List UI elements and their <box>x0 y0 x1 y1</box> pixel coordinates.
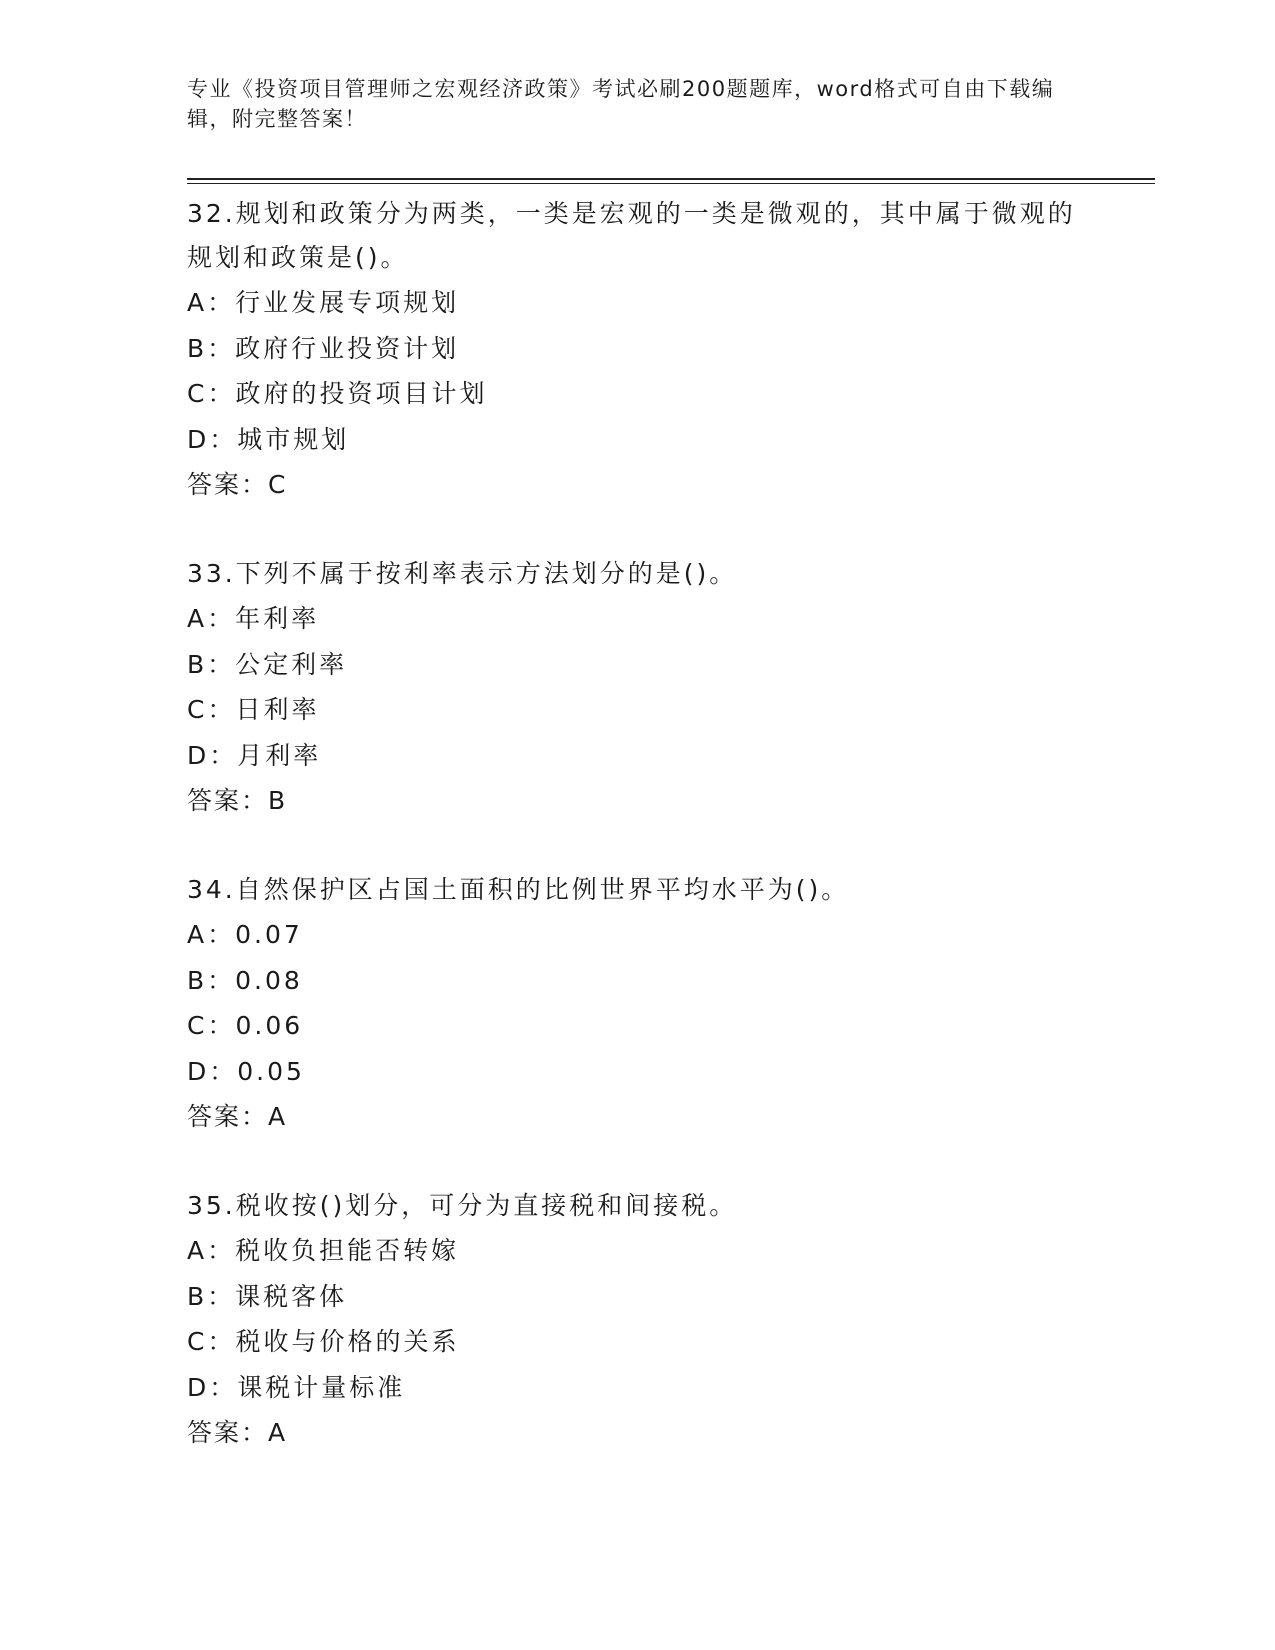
answer-label: 答案： <box>187 470 269 499</box>
option-key: A： <box>187 1236 236 1265</box>
option-a <box>187 280 1087 326</box>
question-stem: 32.规划和政策分为两类，一类是宏观的一类是微观的，其中属于微观的规划和政策是()。 <box>187 199 1076 272</box>
option-text: 0.06 <box>235 1011 304 1040</box>
option-b <box>187 642 1087 688</box>
option-b <box>187 326 1087 372</box>
option-c <box>187 687 1087 733</box>
option-d <box>187 1365 1087 1411</box>
header-rule-thick <box>187 178 1155 180</box>
option-text: 0.08 <box>235 965 303 995</box>
answer-value: C <box>268 470 288 499</box>
option-d <box>187 417 1087 463</box>
option-text: 政府的投资项目计划 <box>235 379 488 408</box>
option-key: D： <box>187 1056 238 1086</box>
answer-label: 答案： <box>187 1102 269 1131</box>
question-35 <box>187 1184 1087 1456</box>
option-text: 课税计量标准 <box>237 1372 406 1402</box>
option-text: 行业发展专项规划 <box>235 288 460 317</box>
answer-label: 答案： <box>187 786 269 815</box>
document-header: 专业《投资项目管理师之宏观经济政策》考试必刷200题题库，word格式可自由下载编辑，附完整答案！ <box>187 77 1055 131</box>
question-33 <box>187 552 1087 824</box>
option-text: 0.05 <box>237 1056 305 1086</box>
option-key: A： <box>187 288 236 317</box>
option-key: C： <box>187 1011 236 1040</box>
option-key: D： <box>187 740 238 770</box>
option-key: A： <box>187 920 236 949</box>
option-b <box>187 958 1087 1004</box>
question-stem: 33.下列不属于按利率表示方法划分的是()。 <box>187 559 738 588</box>
option-d <box>187 1049 1087 1095</box>
option-a <box>187 596 1087 642</box>
answer-line <box>187 1410 1087 1456</box>
option-text: 税收负担能否转嫁 <box>235 1236 460 1265</box>
option-c <box>187 371 1087 417</box>
option-text: 公定利率 <box>235 649 348 679</box>
option-key: C： <box>187 1327 236 1356</box>
option-text: 日利率 <box>235 695 320 724</box>
option-c <box>187 1319 1087 1365</box>
answer-line <box>187 1094 1087 1140</box>
option-text: 城市规划 <box>237 424 350 454</box>
option-key: A： <box>187 604 236 633</box>
answer-line <box>187 778 1087 824</box>
option-key: C： <box>187 379 236 408</box>
question-list <box>187 192 1087 1500</box>
question-stem: 34.自然保护区占国土面积的比例世界平均水平为()。 <box>187 875 850 904</box>
option-key: B： <box>187 649 236 679</box>
option-c <box>187 1003 1087 1049</box>
answer-value: A <box>268 1102 288 1131</box>
option-key: D： <box>187 424 238 454</box>
option-text: 0.07 <box>235 920 303 949</box>
header-rule-thin <box>187 183 1155 184</box>
answer-label: 答案： <box>187 1418 269 1447</box>
option-key: C： <box>187 695 236 724</box>
option-key: B： <box>187 333 236 363</box>
question-32 <box>187 192 1087 508</box>
option-text: 年利率 <box>235 604 320 633</box>
option-d <box>187 733 1087 779</box>
answer-line <box>187 462 1087 508</box>
option-b <box>187 1274 1087 1320</box>
option-text: 课税客体 <box>235 1281 348 1311</box>
option-key: B： <box>187 1281 236 1311</box>
question-34 <box>187 868 1087 1140</box>
option-text: 政府行业投资计划 <box>235 333 460 363</box>
question-stem: 35.税收按()划分，可分为直接税和间接税。 <box>187 1191 738 1220</box>
option-text: 税收与价格的关系 <box>235 1327 460 1356</box>
option-a <box>187 1228 1087 1274</box>
answer-value: A <box>268 1418 288 1447</box>
option-key: D： <box>187 1372 238 1402</box>
option-key: B： <box>187 965 236 995</box>
option-text: 月利率 <box>237 740 322 770</box>
option-a <box>187 912 1087 958</box>
answer-value: B <box>268 786 288 815</box>
